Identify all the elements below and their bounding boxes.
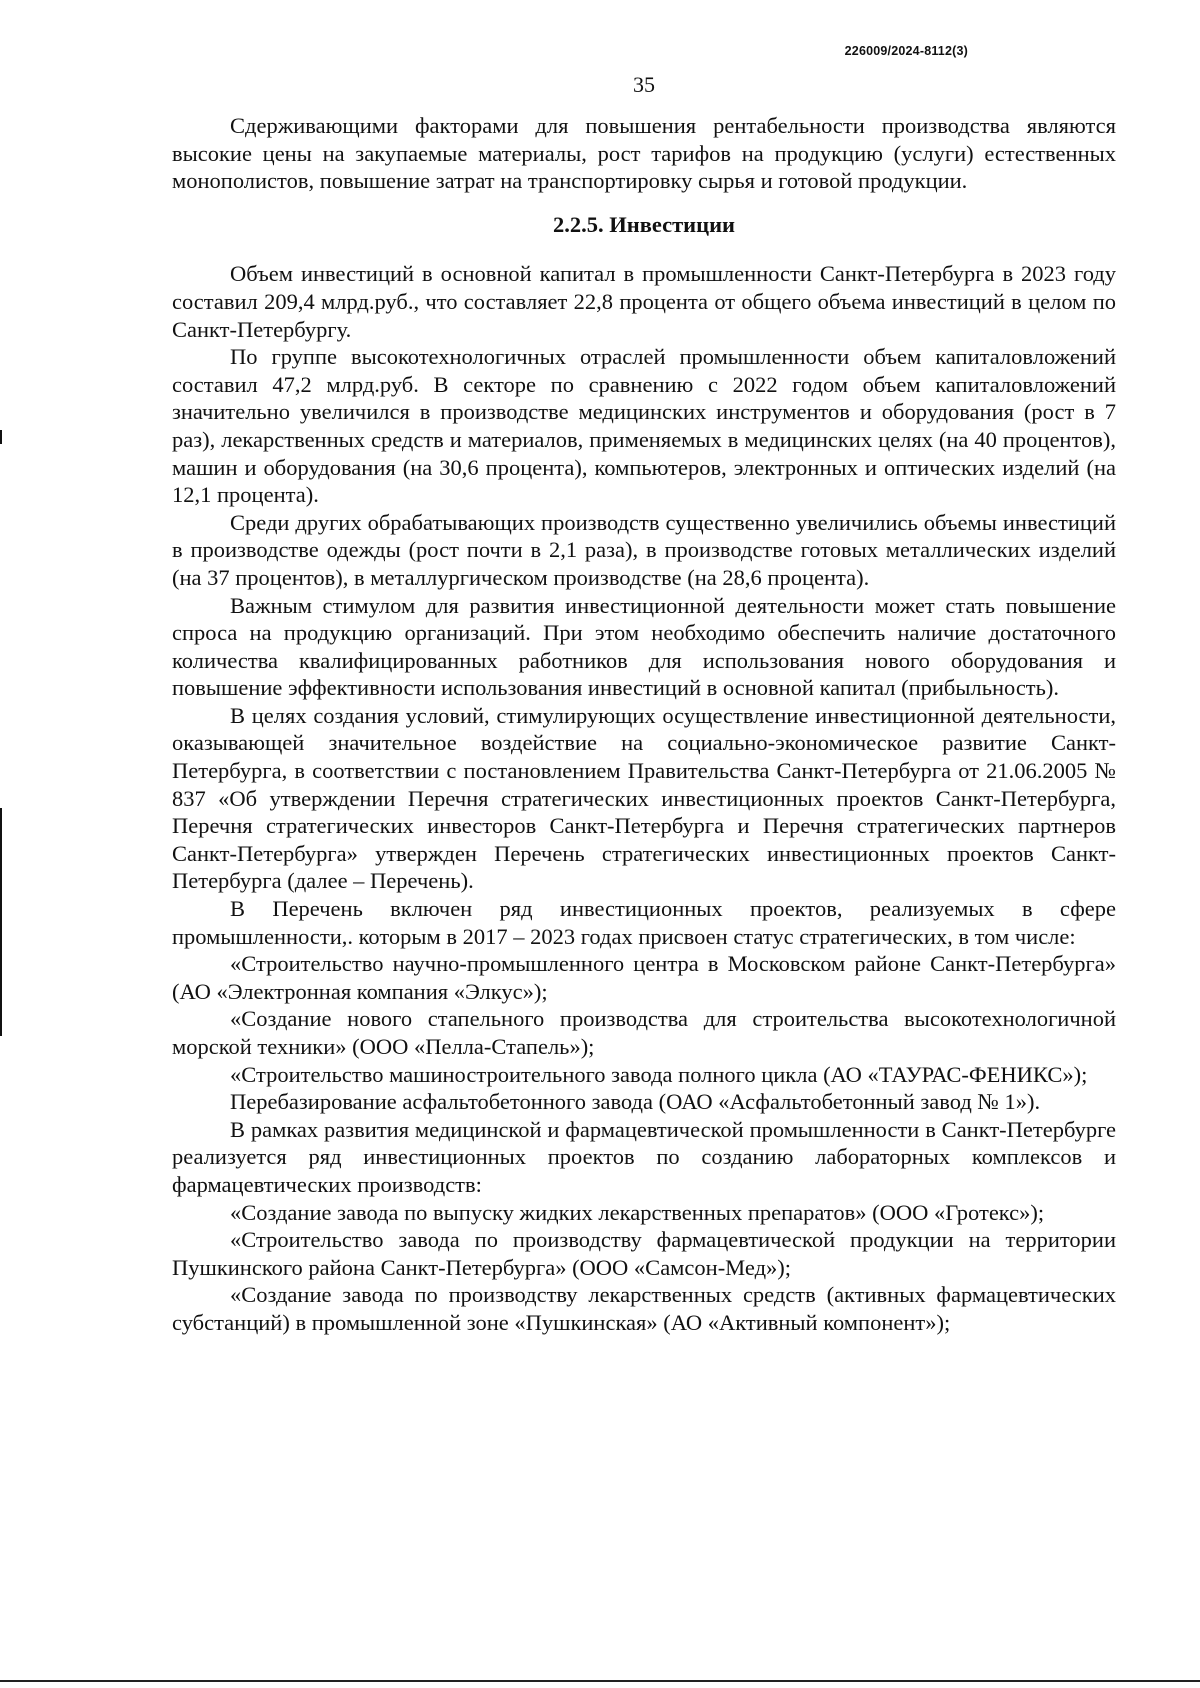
document-body [172, 112, 1116, 1337]
paragraph: По группе высокотехнологичных отраслей промышленности объем капиталовложений составил 47,2 млрд.руб. В секторе по сравнению с 2022 годом объем капиталовложений значительно увеличился в производстве медицинских инструментов и оборудования (рост в 7 раз), лекарственных средств и материалов, применяемых в медицинских целях (на 40 процентов), машин и оборудования (на 30,6 процента), компьютеров, электронных и оптических изделий (на 12,1 процента). [172, 344, 1116, 508]
page-number: 35 [633, 72, 655, 97]
paragraph: Сдерживающими факторами для повышения рентабельности производства являются высокие цены на закупаемые материалы, рост тарифов на продукцию (услуги) естественных монополистов, повышение затрат на транспортировку сырья и готовой продукции. [172, 113, 1116, 194]
paragraph: Важным стимулом для развития инвестиционной деятельности может стать повышение спроса на продукцию организаций. При этом необходимо обеспечить наличие достаточного количества квалифицированных работников для использования нового оборудования и повышение эффективности использования инвестиций в основной капитал (прибыльность). [172, 592, 1116, 701]
list-item: Перебазирование асфальтобетонного завода (ОАО «Асфальтобетонный завод № 1»). [230, 1089, 1041, 1115]
paragraph: Объем инвестиций в основной капитал в промышленности Санкт-Петербурга в 2023 году составил 209,4 млрд.руб., что составляет 22,8 процента от общего объема инвестиций в целом по Санкт-Петербургу. [172, 261, 1116, 342]
list-item: «Строительство завода по производству фармацевтической продукции на территории Пушкинского района Санкт-Петербурга» (ООО «Самсон-Мед»); [172, 1227, 1116, 1280]
list-item: «Строительство научно-промышленного центра в Московском районе Санкт-Петербурга» (АО «Электронная компания «Элкус»); [172, 951, 1116, 1004]
section-heading: 2.2.5. Инвестиции [552, 211, 736, 237]
paragraph: В Перечень включен ряд инвестиционных проектов, реализуемых в сфере промышленности,. которым в 2017 – 2023 годах присвоен статус стратегических, в том числе: [172, 896, 1116, 949]
list-item: «Строительство машиностроительного завода полного цикла (АО «ТАУРАС-ФЕНИКС»); [230, 1061, 1088, 1087]
scan-bottom-edge [0, 1680, 1200, 1682]
paragraph: Среди других обрабатывающих производств существенно увеличились объемы инвестиций в производстве одежды (рост почти в 2,1 раза), в производстве готовых металлических изделий (на 37 процентов), в металлургическом производстве (на 28,6 процента). [172, 509, 1116, 590]
paragraph: В рамках развития медицинской и фармацевтической промышленности в Санкт-Петербурге реализуется ряд инвестиционных проектов по созданию лабораторных комплексов и фармацевтических производств: [172, 1116, 1116, 1197]
scan-margin-mark [0, 808, 2, 1036]
list-item: «Создание нового стапельного производства для строительства высокотехнологичной морской техники» (ООО «Пелла-Стапель»); [172, 1006, 1116, 1059]
list-item: «Создание завода по производству лекарственных средств (активных фармацевтических субстанций) в промышленной зоне «Пушкинская» (АО «Активный компонент»); [172, 1282, 1116, 1335]
document-id: 226009/2024-8112(3) [844, 44, 968, 58]
scan-margin-mark [0, 430, 2, 444]
paragraph: В целях создания условий, стимулирующих осуществление инвестиционной деятельности, оказывающей значительное воздействие на социально-экономическое развитие Санкт-Петербурга, в соответствии с постановлением Правительства Санкт-Петербурга от 21.06.2005 № 837 «Об утверждении Перечня стратегических инвестиционных проектов Санкт-Петербурга, Перечня стратегических инвесторов Санкт-Петербурга и Перечня стратегических партнеров Санкт-Петербурга» утвержден Перечень стратегических инвестиционных проектов Санкт-Петербурга (далее – Перечень). [172, 702, 1116, 894]
list-item: «Создание завода по выпуску жидких лекарственных препаратов» (ООО «Гротекс»); [230, 1199, 1045, 1225]
